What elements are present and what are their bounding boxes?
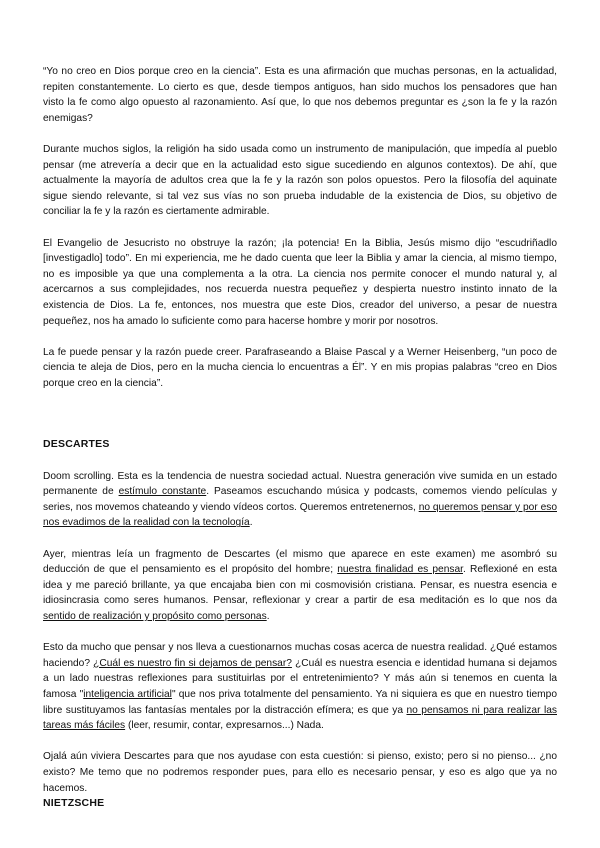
underlined-phrase: nuestra finalidad es pensar	[337, 564, 463, 576]
text-run: .	[266, 611, 270, 622]
text-run: .	[249, 517, 253, 529]
text-run: Ayer, mientras leía un fragmento de Descartes (el mismo que aparece en este examen) me asombró su deducción de que el pensamiento es el propósito del hombre;	[43, 548, 557, 576]
intro-paragraph-4: La fe puede pensar y la razón puede creer. Parafraseando a Blaise Pascal y a Werner Heisenberg, “un poco de ciencia te aleja de Dios, pero en la mucha ciencia lo encuentras a Él”. Y en mis propias palabras “creo en Dios porque creo en la ciencia”.	[43, 346, 557, 389]
underlined-phrase: sentido de realización y propósito como personas	[43, 611, 267, 622]
section-heading-descartes: DESCARTES	[43, 438, 110, 451]
underlined-phrase: no pensamos ni para realizar las tareas más fáciles	[43, 704, 557, 732]
text-run: . Paseamos escuchando música y podcasts, comemos viendo películas y series, nos movemos chateando y viendo vídeos cortos. Queremos entretenernos,	[43, 486, 557, 513]
text-run: . Reflexioné en esta idea y me pareció brillante, ya que encajaba bien con mi cosmovisión cristiana. Pensar, es nuestra esencia e idiosincrasia como seres humanos. Pensar, reflexionar y crear a partir de esa meditación es lo que nos da	[43, 564, 557, 607]
text-run: (leer, resumir, contar, expresarnos...) Nada.	[125, 720, 324, 732]
intro-paragraph-1: “Yo no creo en Dios porque creo en la ciencia”. Esta es una afirmación que muchas personas, en la actualidad, repiten constantemente. Lo cierto es que, desde tiempos antiguos, han sido muchos los pensadores que han visto la fe como algo opuesto al razonamiento. Así que, lo que nos debemos preguntar es ¿son la fe y la razón enemigas?	[43, 66, 557, 124]
descartes-paragraph-2	[43, 547, 557, 625]
underlined-phrase: no queremos pensar y por eso nos evadimos de la realidad con la tecnología	[43, 501, 557, 529]
descartes-paragraph-3	[43, 640, 557, 734]
section-heading-nietzsche: NIETZSCHE	[43, 797, 105, 810]
text-run: Esto da mucho que pensar y nos lleva a cuestionarnos muchas cosas acerca de nuestra realidad. ¿Qué estamos haciendo?	[43, 642, 557, 669]
underlined-phrase: estímulo constante	[118, 486, 207, 498]
underlined-phrase: ¿Cuál es nuestro fin si dejamos de pensar?	[93, 657, 292, 669]
descartes-paragraph-1	[43, 469, 557, 531]
intro-paragraph-2: Durante muchos siglos, la religión ha sido usada como un instrumento de manipulación, que impedía al pueblo pensar (me atrevería a decir que en la actualidad esto sigue sucediendo en algunos contextos). De ahí, que actualmente la mayoría de adultos crea que la fe y la razón son polos opuestos. Pero la filosofía del aquinate sigue siendo relevante, si tal vez sus vías no son prueba indudable de la existencia de Dios, su objetivo de conciliar la fe y la razón es ciertamente admirable.	[43, 143, 557, 218]
descartes-paragraph-4: Ojalá aún viviera Descartes para que nos ayudase con esta cuestión: si pienso, existo; pero si no pienso... ¿no existo? Me temo que no podremos responder pues, para ello es necesario pensar, y eso es algo que ya no hacemos.	[43, 751, 557, 794]
underlined-phrase: inteligencia artificial	[83, 688, 172, 700]
text-run: ¿Cuál es nuestra esencia e identidad humana si dejamos a un lado nuestras reflexiones para sustituirlas por el entretenimiento? Y más aún si tenemos en cuenta la famosa "	[43, 657, 557, 700]
intro-paragraph-3: El Evangelio de Jesucristo no obstruye la razón; ¡la potencia! En la Biblia, Jesús mismo dijo “escudriñadlo [investigadlo] todo”. En mi experiencia, me he dado cuenta que leer la Biblia y amar la ciencia, al mismo tiempo, no es imposible ya que una complementa a la otra. La ciencia nos permite conocer el mundo natural y, al acercarnos a sus complejidades, nos recuerda nuestra pequeñez y despierta nuestro instinto innato de la existencia de Dios. La fe, entonces, nos muestra que este Dios, creador del universo, a pesar de nuestra pequeñez, nos ha amado lo suficiente como para hacerse hombre y morir por nosotros.	[43, 237, 557, 327]
text-run: " que nos priva totalmente del pensamiento. Ya ni siquiera es que en nuestro tiempo libre sustituyamos las fantasías mentales por la distracción efímera; es que ya	[43, 688, 557, 716]
text-run: Doom scrolling. Esta es la tendencia de nuestra sociedad actual. Nuestra generación vive sumida en un estado permanente de	[43, 470, 557, 498]
